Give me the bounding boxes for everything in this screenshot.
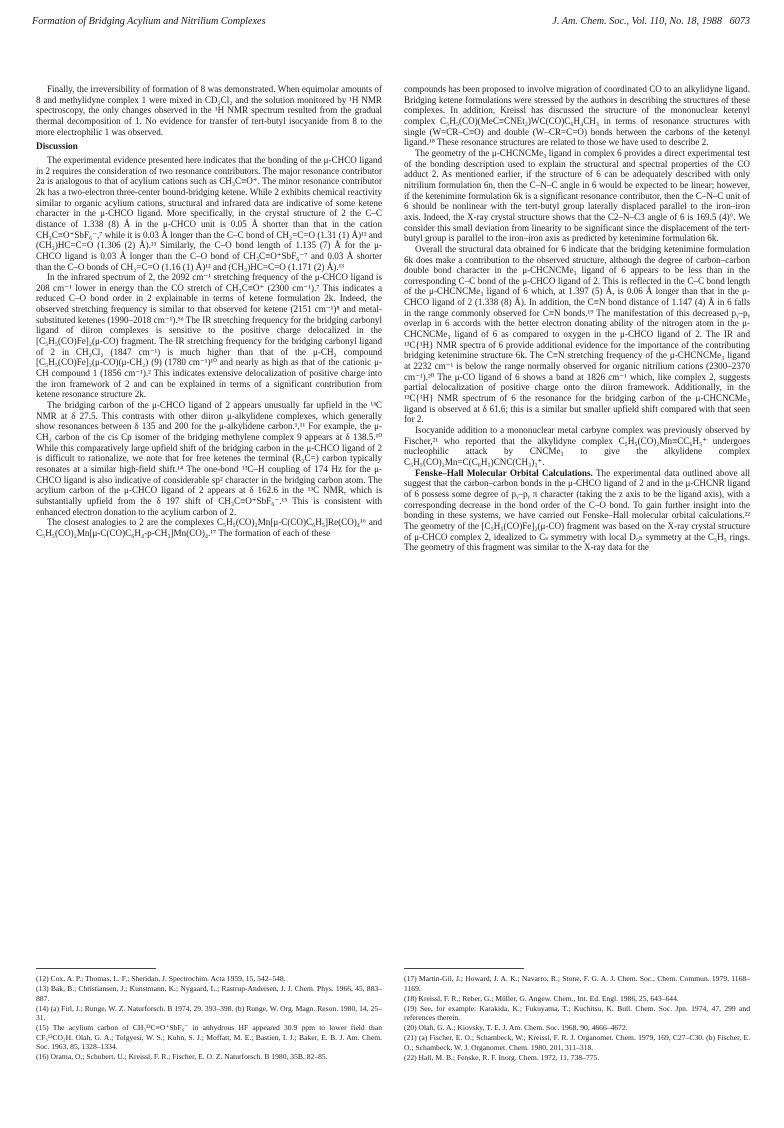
footnote: (13) Bak, B.; Christiansen, J.; Kunstmann, K.; Nygaard, L.; Rastrup-Andersen, J. J. Chem. Phys. 1966, 45, 883–887. [36, 984, 382, 1003]
footnote: (16) Orama, O.; Schubert, U.; Kreissl, F. R.; Fischer, E. O. Z. Naturforsch. B 1980, 35B, 82–85. [36, 1052, 328, 1061]
footnote: (22) Hall, M. B.; Fenske, R. F. Inorg. Chem. 1972, 11, 738–775. [404, 1052, 600, 1062]
right-column [404, 84, 750, 553]
footnote: (15) The acylium carbon of CH₃¹³C≡O⁺SbF₆⁻ in anhydrous HF appeared 30.9 ppm to lower field than CF₃¹³CO₂H. Olah, G. A.; Tolgyesi, W. S.; Kuhn, S. J.; Moffatt, M. E.; Bastien, I. J.; Baker, E. B. J. Am. Chem. Soc. 1963, 85, 1328–1334. [36, 1023, 382, 1051]
running-title: Formation of Bridging Acylium and Nitrilium Complexes [32, 16, 266, 27]
running-head [32, 16, 750, 30]
paragraph-fenske-hall [404, 468, 750, 553]
paragraph-structural-data: Overall the structural data obtained for 6 indicate that the bridging ketenimine formulation 6k does make a contribution to the observed structure, although the degree of carbon–carbon double bond character in the μ-CHCNCMe₃ ligand of 6 appears to be less than in the corresponding C–C bond of the μ-CHCO ligand of 2. This is reflected in the C–C bond length of the μ-CHCNCMe₃ ligand of 6 which, at 1.397 (5) Å, is 0.06 Å longer than that in the μ-CHCO ligand of 2 (1.338 (8) Å). In addition, the C≡N bond distance of 1.147 (4) Å in 6 falls in the range commonly observed for C≡N bonds.¹⁹ The manifestation of this decreased pᵧ–pᵧ overlap in 6 accords with the better electron donating ability of the nitrogen atom in the μ-CHCNCMe₃ ligand of 6 as compared to oxygen in the μ-CHCO ligand of 2. The IR and ¹³C{¹H} NMR spectra of 6 provide additional evidence for the importance of the contributing bridging ketenimine structure 6k. The C≡N stretching frequency of the μ-CHCNCMe₃ ligand at 2232 cm⁻¹ is below the range normally observed for organic nitrilium cations (2300–2370 cm⁻¹).²⁰ The μ-CO ligand of 6 shows a band at 1826 cm⁻¹ which, like complex 2, suggests partial delocalization of positive charge onto the diiron framework. Additionally, in the ¹³C{¹H} NMR spectrum of 6 the resonance for the bridging carbon of the μ-CHCNCMe₃ ligand is observed at δ 61.6; this is a similar but smaller upfield shift compared with that seen for 2. [404, 243, 750, 425]
footnote: (20) Olah, G. A.; Kiovsky, T. E. J. Am. Chem. Soc. 1968, 90, 4666–4672. [404, 1023, 628, 1032]
footnote: (18) Kreissl, F. R.; Reber, G.; Müller, G. Angew. Chem., Int. Ed. Engl. 1986, 25, 643–644. [404, 993, 679, 1003]
footnote: (12) Cox, A. P.; Thomas, L. F.; Sheridan, J. Spectrochim. Acta 1959, 15, 542–548. [36, 974, 286, 983]
footnotes-right [404, 968, 750, 1063]
footnote: (21) (a) Fischer, E. O.; Schambeck, W.; Kreissl, F. R. J. Organomet. Chem. 1979, 169, C27–C30. (b) Fischer, E. O.; Schambeck, W. J. Organomet. Chem. 1980, 201, 311–318. [404, 1033, 750, 1052]
left-column [36, 84, 382, 539]
paragraph-geometry: The geometry of the μ-CHCNCMe₃ ligand in complex 6 provides a direct experimental test of the bonding description used to explain the structural and spectral properties of the CO adduct 2. As mentioned earlier, if the structure of 6 can be adequately described with only nitrilium formulation 6n, then the C–N–C angle in 6 would be expected to be linear; however, if the ketenimine formulation 6k is a significant resonance contributor, then the C–N–C unit of 6 should be nonlinear with the tert-butyl group laterally displaced parallel to the iron–iron axis. Indeed, the X-ray crystal structure shows that the C2–N–C3 angle of 6 is 169.5 (4)°. We consider this small deviation from linearity to be significant since the displacement of the tert-butyl group is parallel to the iron–iron axis as predicted by ketenimine formulation 6k. [404, 147, 750, 244]
paragraph-continued: compounds has been proposed to involve migration of coordinated CO to an alkylidyne ligand. Bridging ketene formulations were stressed by the authors in describing the structures of these complexes. In addition, Kreissl has discussed the structure of the mononuclear ketenyl complex C₅H₅(CO)(MeC≡CNEt₂)WC(CO)C₆H₄CH₃ in terms of resonance structures with single (W=CR–C≡O) and double (W–CR=C=O) bonds between the carbons of the ketenyl ligand.¹⁸ These resonance structures are related to those we have used to describe 2. [404, 84, 750, 148]
footnotes-left [36, 968, 382, 1062]
journal-name: J. Am. Chem. Soc., Vol. 110, No. 18, 1988 [552, 16, 722, 27]
paragraph-resonance: The experimental evidence presented here indicates that the bonding of the μ-CHCO ligand in 2 requires the consideration of two resonance contributors. The major resonance contributor 2a is analogous to that of acylium cations such as CH₃C≡O⁺. The minor resonance contributor 2k has a two-electron three-center bound-bridging ketene. While 2 exhibits chemical reactivity similar to organic acylium cations, structural and infrared data are indicative of some ketene character in the μ-CHCO ligand. More specifically, in the crystal structure of 2 the C–C distance of 1.338 (8) Å in the μ-CHCO unit is 0.05 Å shorter than that in the cation CH₃C≡O⁺SbF₆⁻,⁷ while it is 0.03 Å longer than the C–C bond of CH₂=C=O (1.31 (1) Å)¹² and (CH₃)HC=C=O (1.306 (2) Å).¹³ Similarly, the C–O bond length of 1.135 (7) Å for the μ-CHCO ligand is 0.03 Å longer than the C–O bond of CH₃C≡O⁺SbF₆⁻⁷ and 0.03 Å shorter than the C–O bonds of CH₂=C=O (1.16 (1) Å)¹² and (CH₃)HC=C=O (1.171 (2) Å).¹³ [36, 154, 382, 272]
footnote-rule [404, 968, 524, 969]
journal-citation [552, 16, 750, 27]
paragraph-isocyanide: Isocyanide addition to a mononuclear metal carbyne complex was previously observed by Fischer,²¹ who reported that the alkylidyne complex C₅H₅(CO)₂Mn≡CC₆H₅⁺ undergoes nucleophilic attack by CNCMe₃ to give the alkylidene complex C₅H₅(CO)₂Mn=C(C₆H₅)CNC(CH₃)₃⁺. [404, 425, 750, 467]
paragraph-nmr: The bridging carbon of the μ-CHCO ligand of 2 appears unusually far upfield in the ¹³C NMR at δ 27.5. This contrasts with other diiron μ-alkylidene complexes, which generally show resonances between δ 135 and 200 for the μ-alkylidene carbon.¹,¹¹ For example, the μ-CH₂ carbon of the cis Cp isomer of the bridging methylene complex 9 appears at δ 138.5.¹⁰ While this comparatively large upfield shift of the bridging carbon in the μ-CHCO ligand of 2 is difficult to rationalize, we note that for free ketenes the terminal (R₂C=) carbon typically resonates at a similar high-field shift.¹⁴ The one-bond ¹³C–H coupling of 174 Hz for the μ-CHCO ligand is also indicative of considerable sp² character in the bridging carbon atom. The acylium carbon of the μ-CHCO ligand of 2 appears at δ 162.6 in the ¹³C NMR, which is substantially upfield from the δ 197 shift of CH₃C≡O⁺SbF₆⁻.¹⁵ This is consistent with enhanced electron donation to the acylium carbon of 2. [36, 400, 382, 517]
footnote-rule [36, 968, 156, 969]
footnote: (17) Martin-Gil, J.; Howard, J. A. K.; Navarro, R.; Stone, F. G. A. J. Chem. Soc., Chem. Commun. 1979, 1168–1169. [404, 974, 750, 993]
paragraph-infrared: In the infrared spectrum of 2, the 2092 cm⁻¹ stretching frequency of the μ-CHCO ligand is 208 cm⁻¹ lower in energy than the CO stretch of CH₃C≡O⁺ (2300 cm⁻¹).⁷ This indicates a reduced C–O bond order in 2 explainable in terms of ketene formulation 2k. Indeed, the observed stretching frequency is similar to that observed for ketene (2151 cm⁻¹)⁸ and metal-substituted ketenes (1990–2018 cm⁻¹).⁵ᵈ The IR stretching frequency for the bridging carbonyl ligand of diiron complexes is sensitive to the positive charge delocalized in the [C₅H₅(CO)Fe]₂(μ-CO) fragment. The IR stretching frequency for the bridging carbonyl ligand of 2 in CH₂Cl₂ (1847 cm⁻¹) is much higher than that of the μ-CH₂ compound [C₅H₅(CO)Fe]₂(μ-CO)(μ-CH₂) (9) (1780 cm⁻¹)¹⁰ and nearly as high as that of the cationic μ-CH compound 1 (1856 cm⁻¹).² This indicates extensive delocalization of positive charge into the iron framework of 2 and can be explained in terms of a significant contribution from ketene resonance structure 2k. [36, 272, 382, 400]
page-number: 6073 [729, 16, 750, 27]
section-heading-discussion: Discussion [36, 142, 78, 153]
footnote: (19) See, for example: Karakida, K.; Fukuyama, T.; Kuchitsu, K. Bull. Chem. Soc. Jpn. 1974, 47, 299 and references therein. [404, 1003, 750, 1022]
paragraph-irreversibility: Finally, the irreversibility of formation of 8 was demonstrated. When equimolar amounts of 8 and methylidyne complex 1 were mixed in CD₂Cl₂ and the solution monitored by ¹H NMR spectroscopy, the only changes observed in the ¹H NMR spectrum resulted from the gradual thermal decomposition of 1. No evidence for transfer of tert-butyl isocyanide from 8 to the more electrophilic 1 was observed. [36, 84, 382, 137]
paragraph-fenske-hall-text: The experimental data outlined above all suggest that the carbon–carbon bonds in the μ-CHCO ligand of 2 and in the μ-CHCNR ligand of 6 possess some degree of pᵧ–pᵧ π character (taking the z axis to be the ligand axis), with a corresponding decrease in the bond order of the C–O bond. To gain further insight into the bonding in these systems, we have carried out Fenske–Hall molecular orbital calculations.²² The geometry of the [C₅H₅(CO)Fe]₂(μ-CO) fragment was based on the X-ray crystal structure of μ-CHCO complex 2, idealized to Cₛ symmetry with local D₅ₕ symmetry at the C₅H₅ rings. The geometry of this fragment was similar to the X-ray data for the [404, 467, 750, 553]
subsection-heading-fenske-hall: Fenske–Hall Molecular Orbital Calculations. [415, 467, 593, 478]
footnote: (14) (a) Firl, J.; Runge, W. Z. Naturforsch. B 1974, 29, 393–398. (b) Runge, W. Org. Magn. Reson. 1980, 14, 25–31. [36, 1003, 382, 1022]
paragraph-analogies: The closest analogies to 2 are the complexes C₅H₅(CO)₂Mn[μ-C(CO)C₆H₅]Re(CO)₄¹⁶ and C₅H₅(CO)₂Mn[μ-C(CO)C₆H₄-p-CH₃]Mn(CO)₄.¹⁷ The formation of each of these [36, 517, 382, 538]
